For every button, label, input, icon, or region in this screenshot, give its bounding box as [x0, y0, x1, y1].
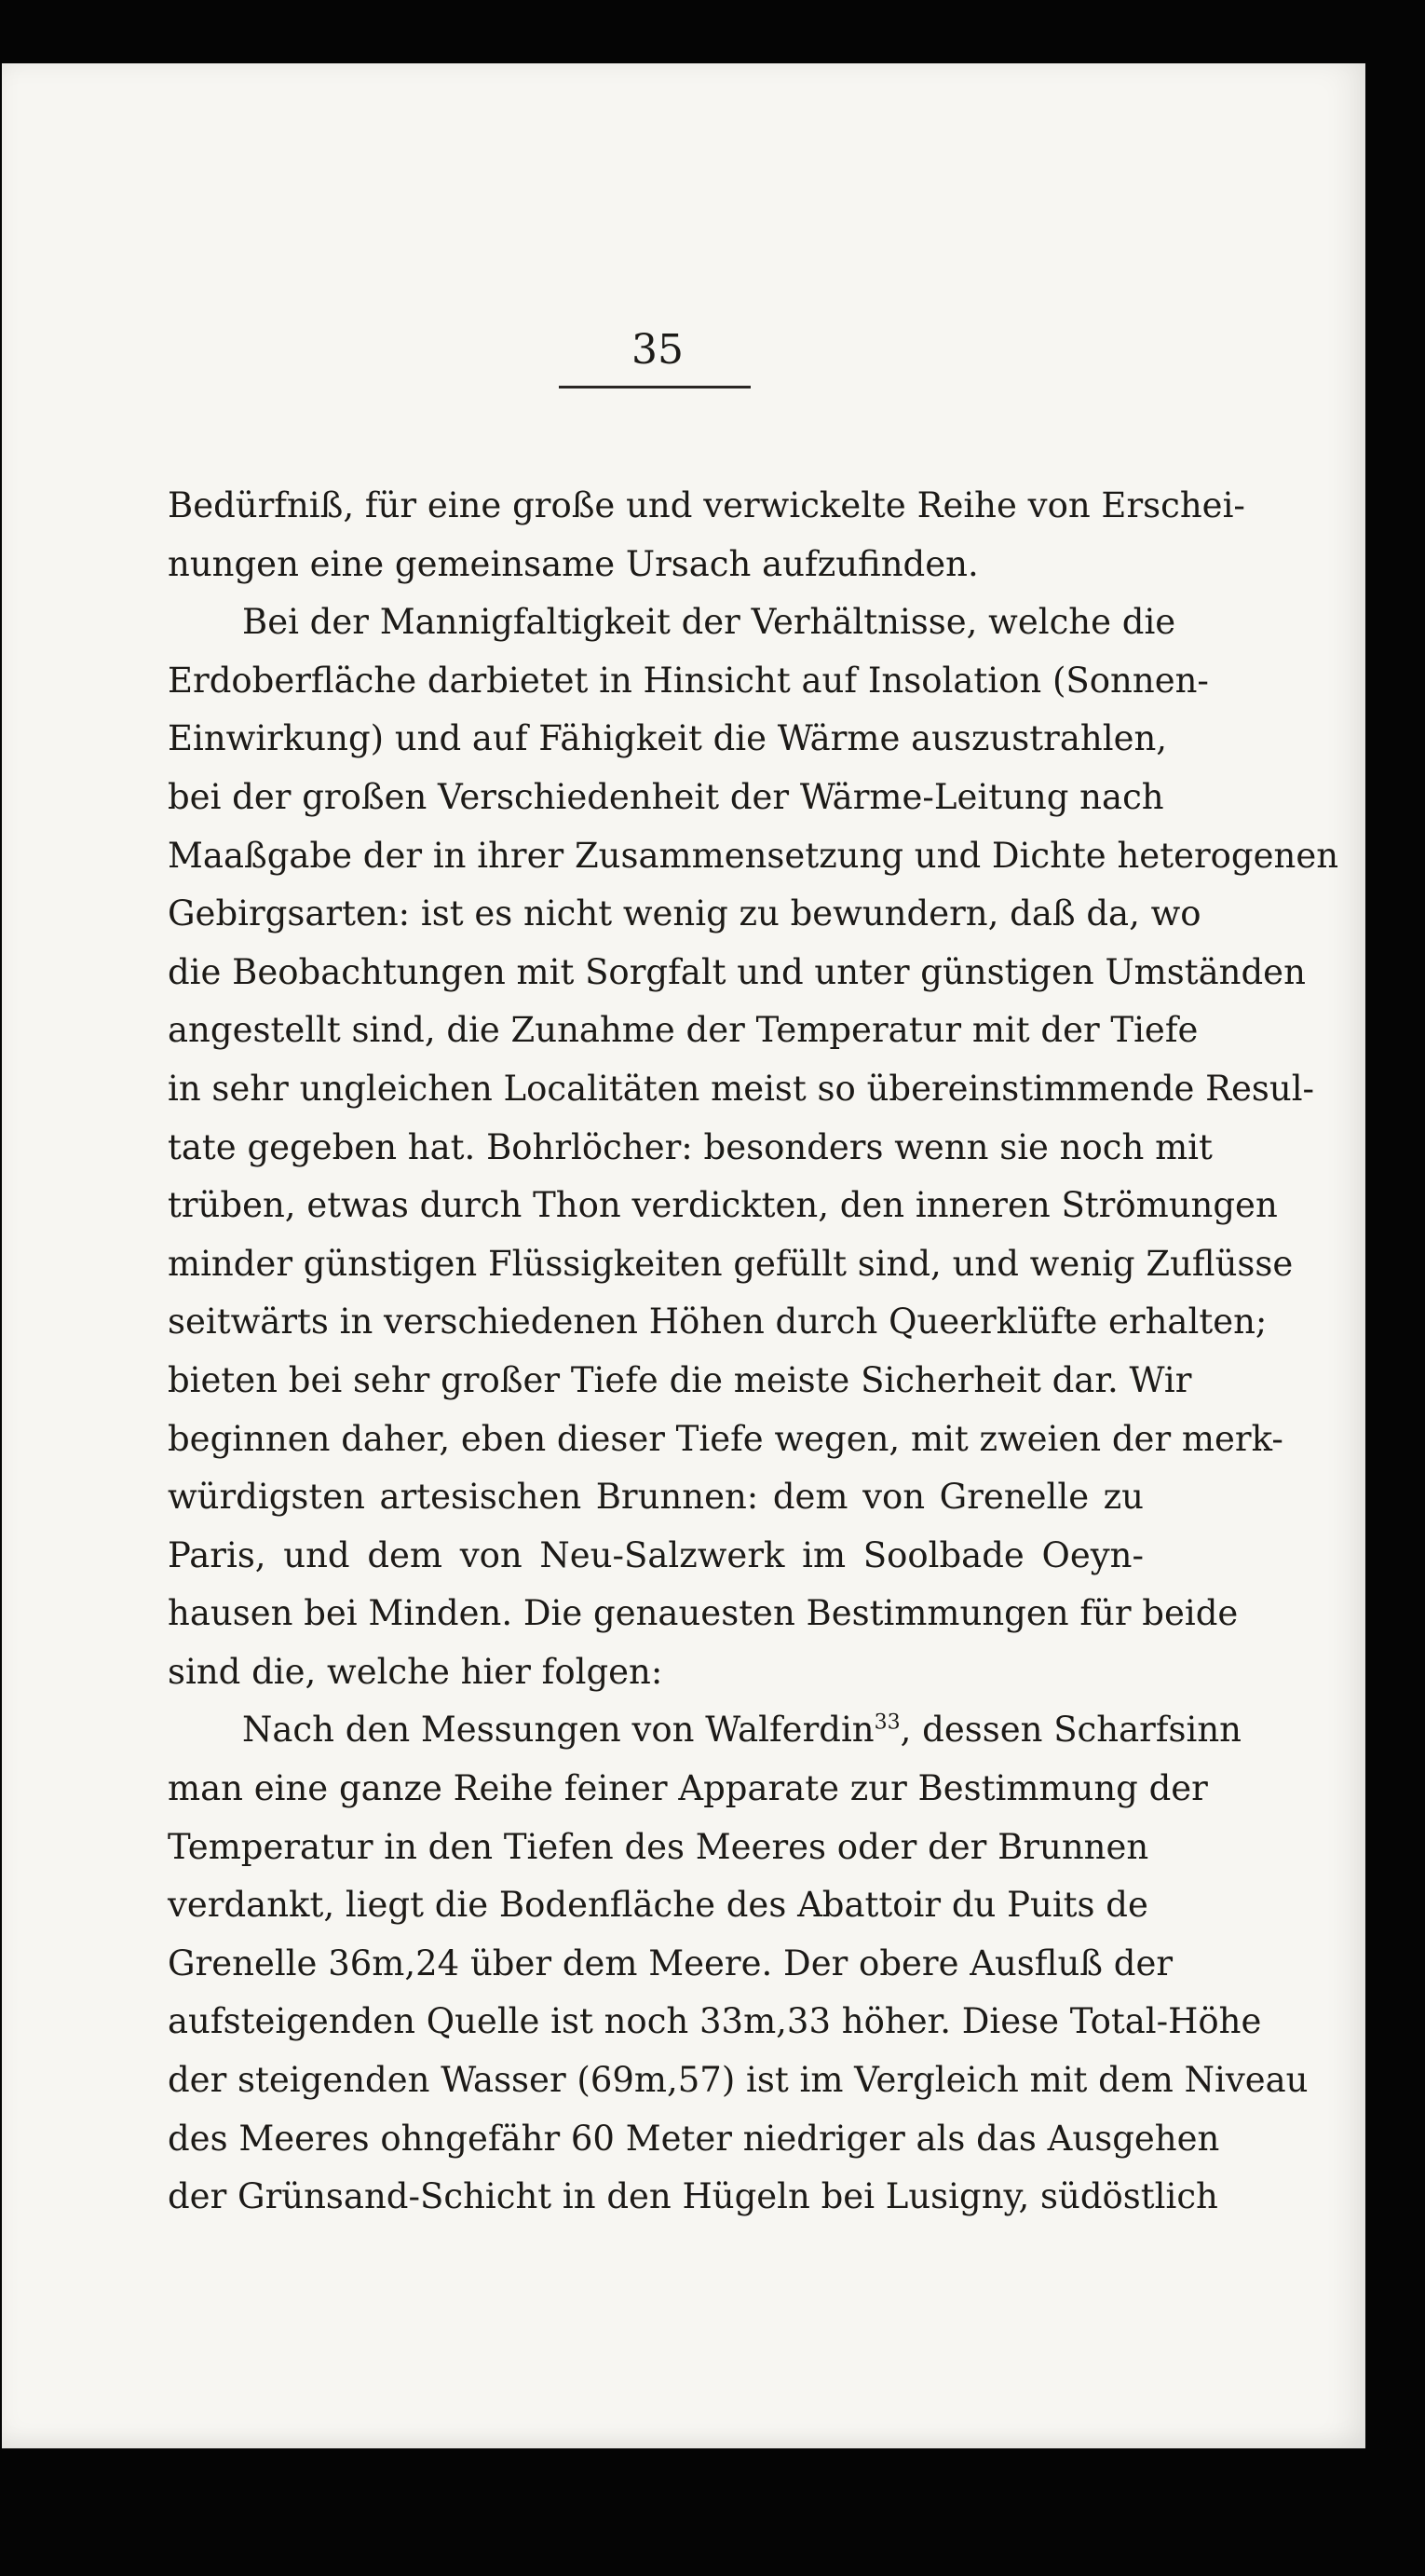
text-line-content: verdankt, liegt die Bodenfläche des Abattoir du Puits de	[168, 1885, 1148, 1926]
text-line-continuation: , dessen Scharfsinn	[900, 1710, 1242, 1751]
text-line-content: minder günstigen Flüssigkeiten gefüllt sind, und wenig Zuflüsse	[168, 1243, 1294, 1284]
text-line	[168, 1235, 1294, 1294]
text-line	[168, 1760, 1208, 1819]
text-line	[168, 1935, 1174, 1994]
text-line	[168, 944, 1306, 1002]
text-line	[168, 769, 1164, 827]
text-line-content: angestellt sind, die Zunahme der Temperatur mit der Tiefe	[168, 1010, 1199, 1051]
text-line-content: Bedürfniß, für eine große und verwickelte Reihe von Erschei-	[168, 485, 1245, 525]
text-line	[168, 1411, 1283, 1469]
text-line-content: des Meeres ohngefähr 60 Meter niedriger als das Ausgehen	[168, 2118, 1220, 2159]
text-line	[168, 2051, 1309, 2110]
text-line-content: Paris, und dem von Neu-Salzwerk im Soolbade Oeyn-	[168, 1534, 1144, 1575]
text-line-content: würdigsten artesischen Brunnen: dem von Grenelle zu	[168, 1477, 1144, 1518]
text-line	[168, 1643, 1144, 1702]
text-line	[168, 1177, 1278, 1235]
text-line	[168, 2110, 1220, 2169]
text-line	[168, 477, 1245, 536]
text-line	[168, 827, 1339, 886]
text-line-content: Bei der Mannigfaltigkeit der Verhältnisse, welche die	[242, 602, 1176, 643]
text-line-content: der Grünsand-Schicht in den Hügeln bei Lusigny, südöstlich	[168, 2176, 1218, 2217]
text-line-content: aufsteigenden Quelle ist noch 33m,33 höher. Diese Total-Höhe	[168, 2001, 1262, 2042]
text-line	[168, 1819, 1149, 1877]
body-text	[168, 477, 1339, 2227]
text-line-content: Temperatur in den Tiefen des Meeres oder der Brunnen	[168, 1826, 1149, 1867]
page-number: 35	[631, 326, 684, 374]
footnote-marker: 33	[874, 1711, 901, 1736]
text-line-content: tate gegeben hat. Bohrlöcher: besonders wenn sie noch mit	[168, 1126, 1213, 1167]
text-line-content: trüben, etwas durch Thon verdickten, den inneren Strömungen	[168, 1185, 1278, 1226]
text-line	[168, 1468, 1144, 1527]
text-line	[168, 1060, 1315, 1119]
text-line	[168, 1352, 1192, 1411]
text-line-content: seitwärts in verschiedenen Höhen durch Queerklüfte erhalten;	[168, 1302, 1268, 1343]
text-line-content: sind die, welche hier folgen:	[168, 1651, 663, 1692]
text-line	[168, 1701, 1242, 1760]
text-line	[168, 1293, 1268, 1352]
text-line	[168, 2168, 1218, 2227]
text-line-content: der steigenden Wasser (69m,57) ist im Vergleich mit dem Niveau	[168, 2060, 1309, 2101]
text-line-content: nungen eine gemeinsame Ursach aufzufinden.	[168, 543, 979, 584]
text-line-content: bei der großen Verschiedenheit der Wärme-Leitung nach	[168, 776, 1164, 817]
text-line	[168, 593, 1176, 652]
text-line	[168, 1993, 1262, 2051]
text-line	[168, 1527, 1144, 1586]
header-rule	[559, 386, 751, 388]
text-line-content: hausen bei Minden. Die genauesten Bestimmungen für beide	[168, 1593, 1239, 1634]
text-line-content: Einwirkung) und auf Fähigkeit die Wärme auszustrahlen,	[168, 718, 1168, 759]
text-line	[168, 536, 1144, 594]
text-line-content: Gebirgsarten: ist es nicht wenig zu bewundern, daß da, wo	[168, 893, 1201, 934]
text-line-content: Maaßgabe der in ihrer Zusammensetzung und Dichte heterogenen	[168, 835, 1339, 876]
text-line-content: man eine ganze Reihe feiner Apparate zur Bestimmung der	[168, 1768, 1208, 1809]
text-line-content: Nach den Messungen von Walferdin	[242, 1710, 875, 1751]
text-line	[168, 710, 1168, 769]
text-line-content: Grenelle 36m,24 über dem Meere. Der obere Ausfluß der	[168, 1942, 1174, 1983]
text-line-content: die Beobachtungen mit Sorgfalt und unter günstigen Umständen	[168, 951, 1306, 992]
text-line-content: in sehr ungleichen Localitäten meist so übereinstimmende Resul-	[168, 1068, 1315, 1109]
text-line	[168, 652, 1209, 711]
text-line	[168, 1119, 1213, 1178]
text-line-content: beginnen daher, eben dieser Tiefe wegen, mit zweien der merk-	[168, 1418, 1283, 1459]
text-line-content: bieten bei sehr großer Tiefe die meiste Sicherheit dar. Wir	[168, 1359, 1192, 1400]
text-line	[168, 1002, 1199, 1060]
text-line	[168, 1876, 1148, 1935]
text-line	[168, 1585, 1239, 1643]
book-page	[2, 63, 1365, 2448]
text-line-content: Erdoberfläche darbietet in Hinsicht auf Insolation (Sonnen-	[168, 660, 1209, 701]
text-line	[168, 885, 1201, 944]
